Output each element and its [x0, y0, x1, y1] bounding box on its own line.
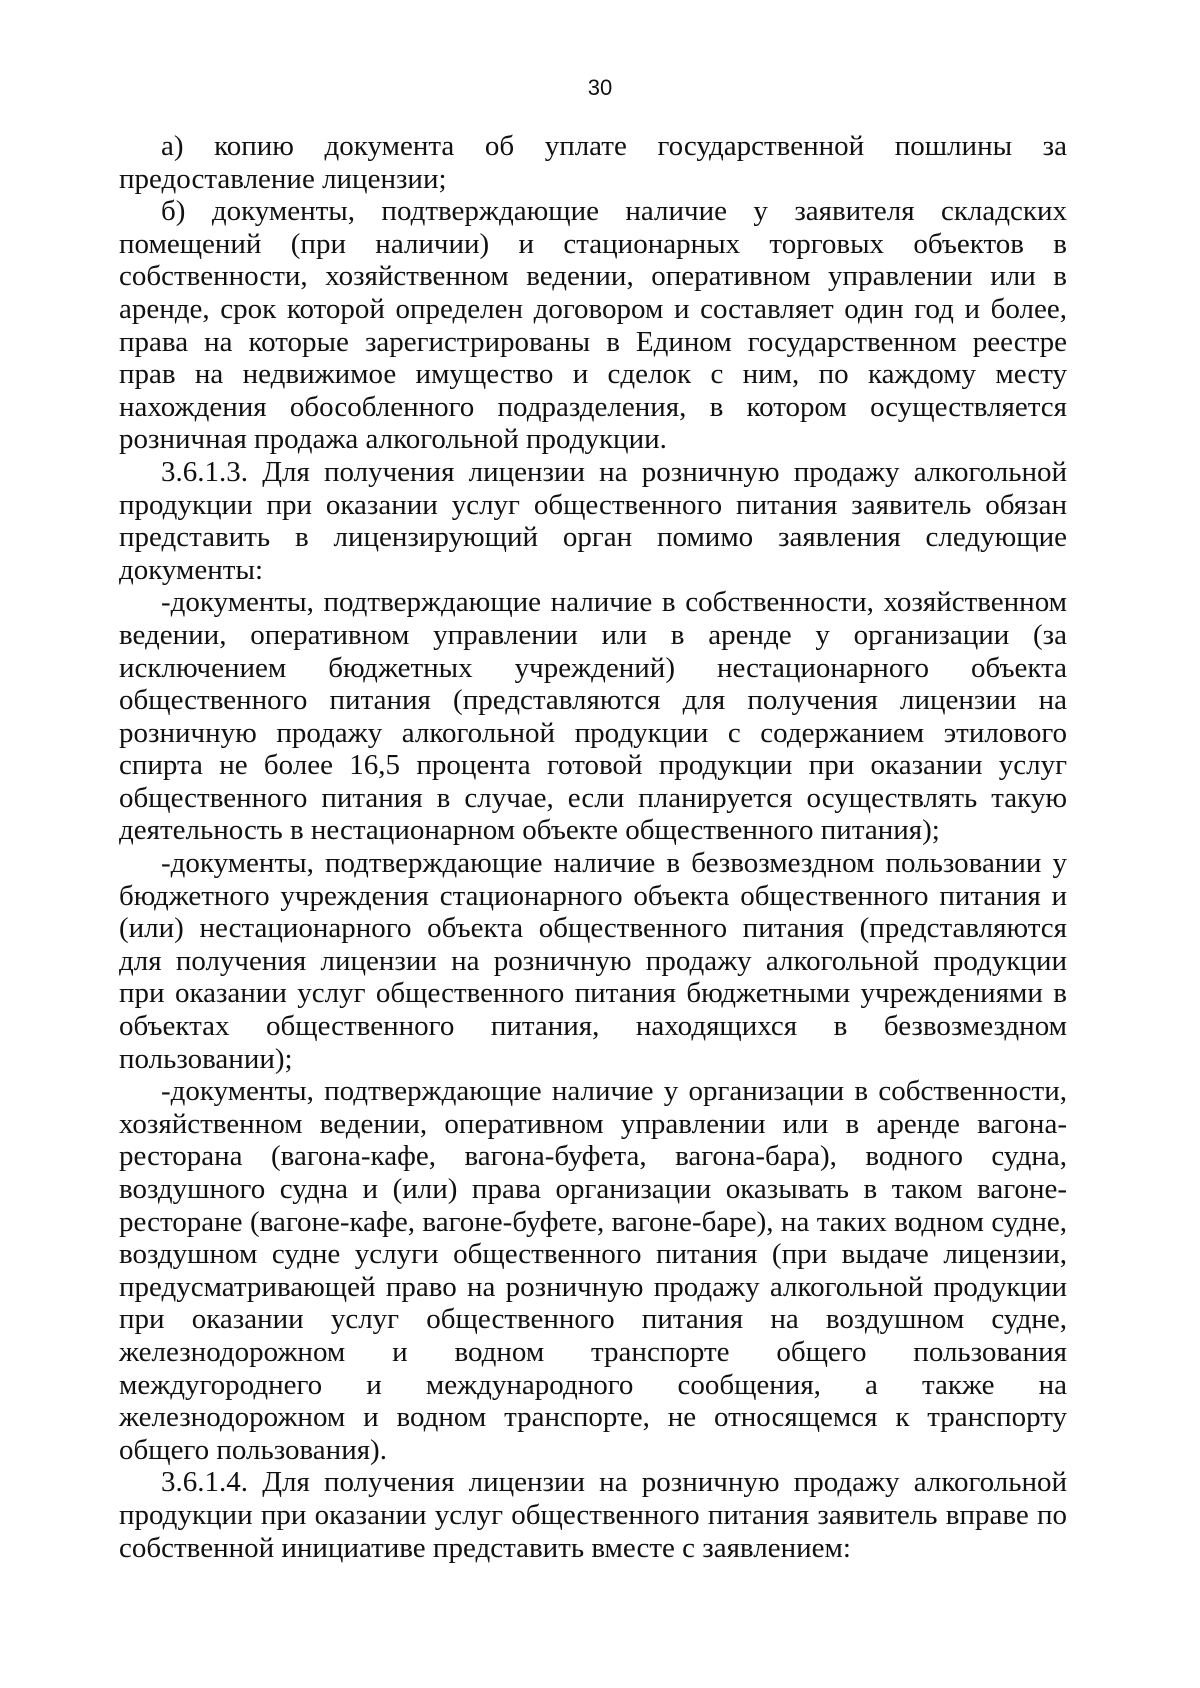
list-item-budget-institution: -документы, подтверждающие наличие в безвозмездном пользовании у бюджетного учреждения стационарного объекта общественного питания и (или) нестационарного объекта общественного питания (представляются для получения лицензии на розничную продажу алкогольной продукции при оказании услуг общественного питания бюджетными учреждениями в объектах общественного питания, находящихся в безвозмездном пользовании);	[119, 847, 1067, 1075]
paragraph-3-6-1-3: 3.6.1.3. Для получения лицензии на розничную продажу алкогольной продукции при оказании услуг общественного питания заявитель обязан представить в лицензирующий орган помимо заявления следующие документы:	[119, 455, 1067, 586]
list-item-nonstationary-object: -документы, подтверждающие наличие в собственности, хозяйственном ведении, оперативном управлении или в аренде у организации (за исключением бюджетных учреждений) нестационарного объекта общественного питания (представляются для получения лицензии на розничную продажу алкогольной продукции с содержанием этилового спирта не более 16,5 процента готовой продукции при оказании услуг общественного питания в случае, если планируется осуществлять такую деятельность в нестационарном объекте общественного питания);	[119, 586, 1067, 847]
page-number: 30	[587, 75, 613, 100]
paragraph-a: а) копию документа об уплате государственной пошлины за предоставление лицензии;	[119, 130, 1067, 195]
paragraph-b: б) документы, подтверждающие наличие у заявителя складских помещений (при наличии) и стационарных торговых объектов в собственности, хозяйственном ведении, оперативном управлении или в аренде, срок которой определен договором и составляет один год и более, права на которые зарегистрированы в Едином государственном реестре прав на недвижимое имущество и сделок с ним, по каждому месту нахождения обособленного подразделения, в котором осуществляется розничная продажа алкогольной продукции.	[119, 195, 1067, 456]
document-body	[119, 130, 1067, 1564]
list-item-transport: -документы, подтверждающие наличие у организации в собственности, хозяйственном ведении, оперативном управлении или в аренде вагона-ресторана (вагона-кафе, вагона-буфета, вагона-бара), водного судна, воздушного судна и (или) права организации оказывать в таком вагоне-ресторане (вагоне-кафе, вагоне-буфете, вагоне-баре), на таких водном судне, воздушном судне услуги общественного питания (при выдаче лицензии, предусматривающей право на розничную продажу алкогольной продукции при оказании услуг общественного питания на воздушном судне, железнодорожном и водном транспорте общего пользования междугороднего и международного сообщения, а также на железнодорожном и водном транспорте, не относящемся к транспорту общего пользования).	[119, 1075, 1067, 1466]
paragraph-3-6-1-4: 3.6.1.4. Для получения лицензии на розничную продажу алкогольной продукции при оказании услуг общественного питания заявитель вправе по собственной инициативе представить вместе с заявлением:	[119, 1466, 1067, 1564]
